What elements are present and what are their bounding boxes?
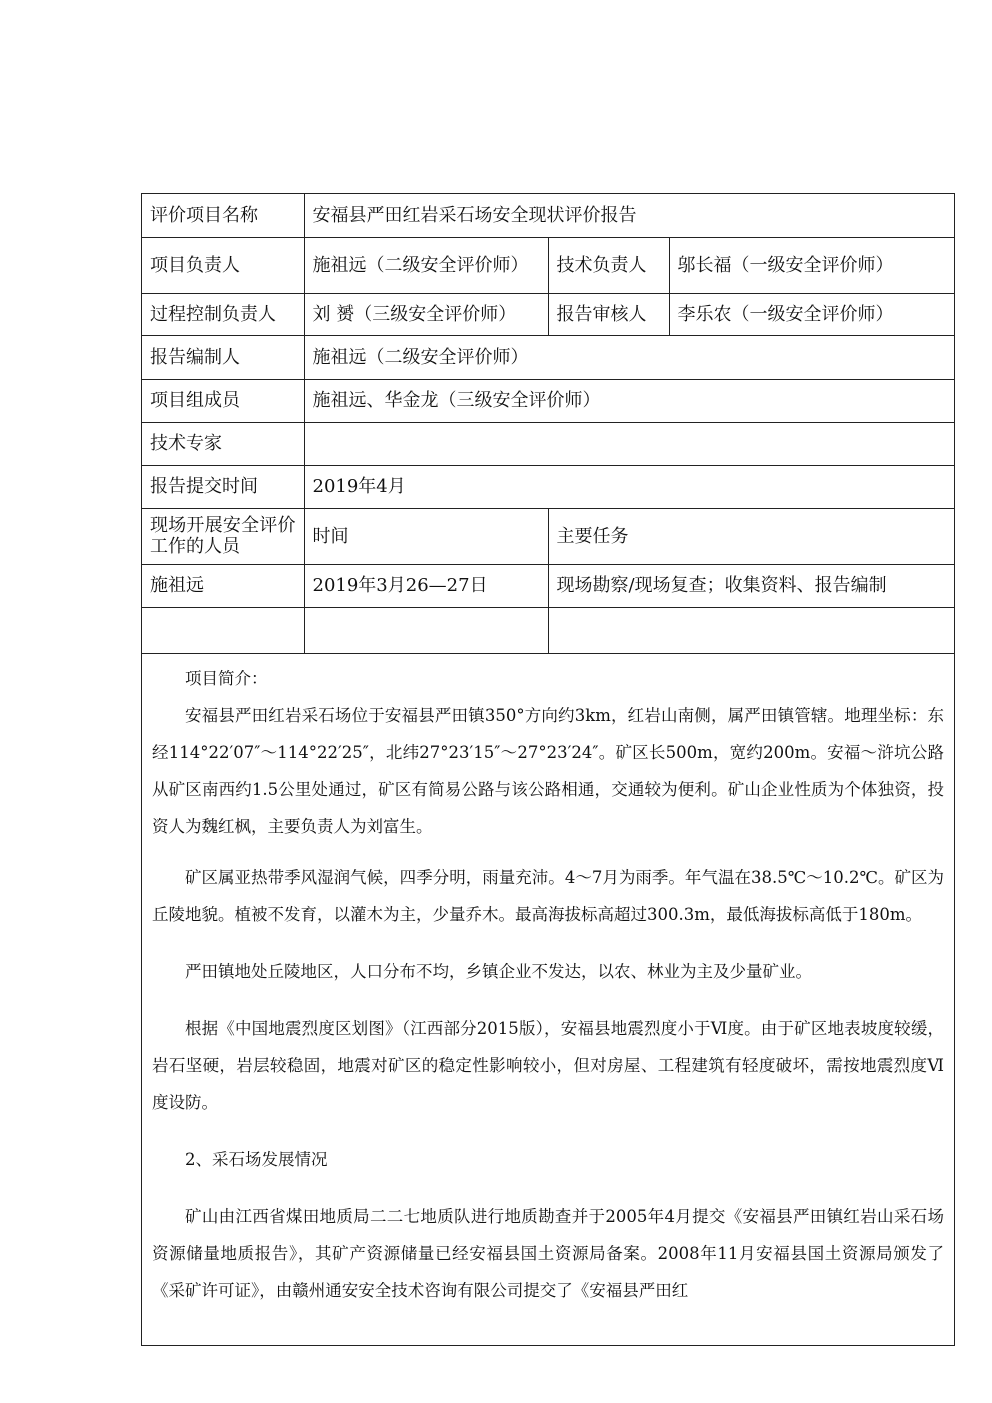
tech-lead-value: 邬长福（一级安全评价师） [669,237,955,293]
table-row [142,237,955,293]
team-members-value: 施祖远、华金龙（三级安全评价师） [304,379,955,422]
time-header: 时间 [304,508,548,564]
onsite-staff-label: 现场开展安全评价工作的人员 [142,508,304,564]
table-row [142,293,955,335]
table-row [142,465,955,508]
staff-task: 现场勘察/现场复查；收集资料、报告编制 [548,564,955,607]
project-name-value: 安福县严田红岩采石场安全现状评价报告 [304,194,955,237]
tech-expert-value [304,422,955,465]
table-row [142,194,955,237]
table-row [142,335,955,379]
report-reviewer-value: 李乐农（一级安全评价师） [669,293,955,335]
project-name-label: 评价项目名称 [142,194,304,237]
empty-cell [548,607,955,653]
table-row [142,564,955,607]
project-lead-label: 项目负责人 [142,237,304,293]
report-author-value: 施祖远（二级安全评价师） [304,335,955,379]
table-row [142,422,955,465]
intro-heading: 项目简介： [185,668,268,688]
report-author-label: 报告编制人 [142,335,304,379]
report-reviewer-label: 报告审核人 [548,293,669,335]
process-control-label: 过程控制负责人 [142,293,304,335]
table-row [142,508,955,564]
intro-paragraph-town: 严田镇地处丘陵地区，人口分布不均，乡镇企业不发达，以农、林业为主及少量矿业。 [185,961,812,981]
report-info-frame [141,193,955,1346]
intro-paragraph-seismic: 根据《中国地震烈度区划图》（江西部分2015版），安福县地震烈度小于Ⅵ度。由于矿区地表坡度较缓，岩石坚硬，岩层较稳固，地震对矿区的稳定性影响较小，但对房屋、工程建筑有轻度破坏，需按地震烈度Ⅵ度设防。 [152,1018,944,1112]
project-lead-value: 施祖远（二级安全评价师） [304,237,548,293]
table-row [142,607,955,653]
intro-paragraph-climate: 矿区属亚热带季风湿润气候，四季分明，雨量充沛。4～7月为雨季。年气温在38.5℃～10.2℃。矿区为丘陵地貌。植被不发育，以灌木为主，少量乔木。最高海拔标高超过300.3m，最低海拔标高低于180m。 [152,867,944,924]
project-intro [142,654,954,1309]
empty-cell [304,607,548,653]
report-info-table [142,194,955,654]
task-header: 主要任务 [548,508,955,564]
intro-paragraph-development: 矿山由江西省煤田地质局二二七地质队进行地质勘查并于2005年4月提交《安福县严田镇红岩山采石场资源储量地质报告》，其矿产资源储量已经安福县国土资源局备案。2008年11月安福县国土资源局颁发了《采矿许可证》，由赣州通安安全技术咨询有限公司提交了《安福县严田红 [152,1206,944,1300]
team-members-label: 项目组成员 [142,379,304,422]
table-row [142,379,955,422]
staff-name: 施祖远 [142,564,304,607]
submit-date-label: 报告提交时间 [142,465,304,508]
process-control-value: 刘 赟（三级安全评价师） [304,293,548,335]
tech-lead-label: 技术负责人 [548,237,669,293]
tech-expert-label: 技术专家 [142,422,304,465]
empty-cell [142,607,304,653]
staff-time: 2019年3月26—27日 [304,564,548,607]
section-heading-development: 2、采石场发展情况 [185,1149,328,1169]
intro-paragraph-location: 安福县严田红岩采石场位于安福县严田镇350°方向约3km，红岩山南侧，属严田镇管辖。地理坐标：东经114°22′07″～114°22′25″，北纬27°23′15″～27°23′24″。矿区长500m，宽约200m。安福～浒坑公路从矿区南西约1.5公里处通过，矿区有简易公路与该公路相通，交通较为便利。矿山企业性质为个体独资，投资人为魏红枫，主要负责人为刘富生。 [152,705,944,836]
submit-date-value: 2019年4月 [304,465,955,508]
